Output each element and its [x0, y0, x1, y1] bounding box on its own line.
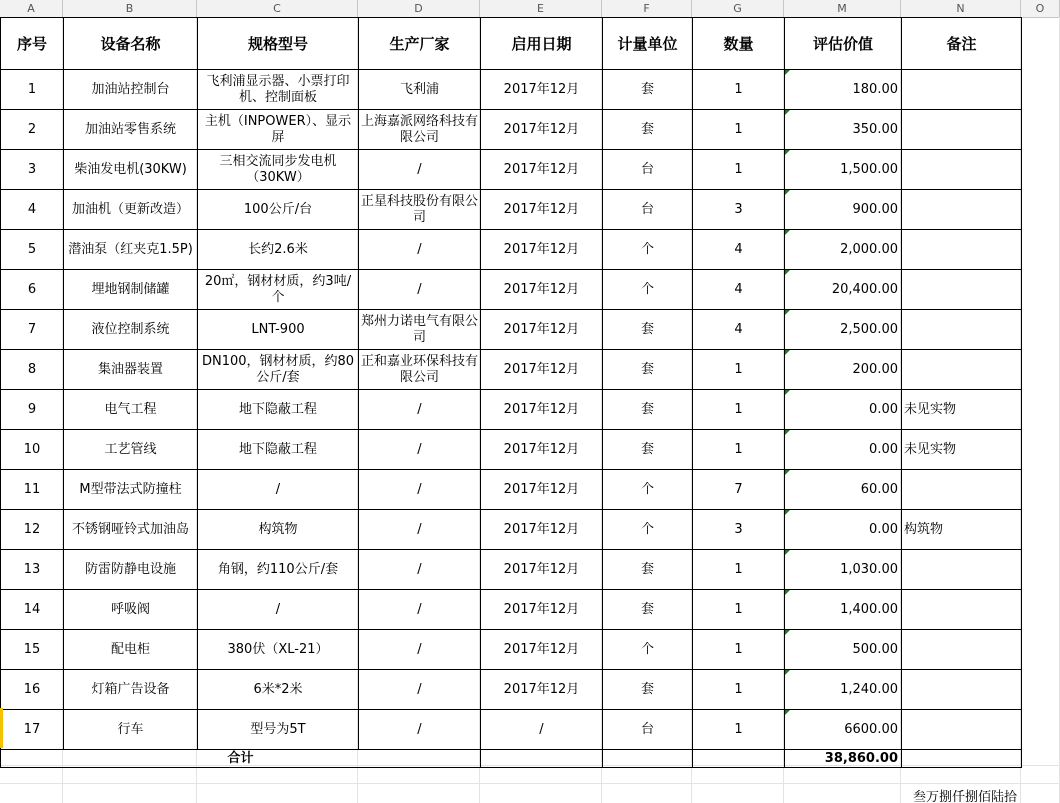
cell-name[interactable]: M型带法式防撞柱: [64, 470, 198, 510]
cell-name[interactable]: 不锈钢哑铃式加油岛: [64, 510, 198, 550]
table-row: [1, 150, 1022, 190]
cell-value-text: 1,240.00: [840, 681, 898, 697]
cell-note[interactable]: [902, 350, 1022, 390]
cell-date[interactable]: 2017年12月: [481, 350, 603, 390]
cell-date[interactable]: 2017年12月: [481, 190, 603, 230]
cell-comment-marker-icon: [785, 430, 790, 435]
total-empty-cell[interactable]: [603, 750, 693, 768]
cell-note[interactable]: 未见实物: [902, 430, 1022, 470]
row-selection-marker: [0, 708, 3, 748]
cell-note[interactable]: [902, 590, 1022, 630]
column-header-8[interactable]: M: [784, 0, 901, 17]
header-model[interactable]: 规格型号: [198, 18, 359, 70]
cell-maker[interactable]: /: [359, 230, 481, 270]
cell-value[interactable]: [785, 510, 902, 550]
cell-value-text: 1,030.00: [840, 561, 898, 577]
cell-date[interactable]: 2017年12月: [481, 630, 603, 670]
cell-maker[interactable]: 正和嘉业环保科技有限公司: [359, 350, 481, 390]
cell-name[interactable]: 集油器装置: [64, 350, 198, 390]
cell-note[interactable]: [902, 630, 1022, 670]
cell-unit[interactable]: 个: [603, 470, 693, 510]
cell-unit[interactable]: 套: [603, 390, 693, 430]
cell-seq[interactable]: 15: [1, 630, 64, 670]
cell-value-text: 200.00: [852, 361, 898, 377]
cell-qty[interactable]: 4: [693, 310, 785, 350]
cell-comment-marker-icon: [785, 390, 790, 395]
cell-value-text: 500.00: [852, 641, 898, 657]
cell-value-text: 0.00: [869, 401, 898, 417]
cell-maker[interactable]: 正星科技股份有限公司: [359, 190, 481, 230]
header-seq[interactable]: 序号: [1, 18, 64, 70]
cell-note[interactable]: [902, 470, 1022, 510]
column-header-2[interactable]: B: [63, 0, 197, 17]
cell-note[interactable]: [902, 230, 1022, 270]
cell-value[interactable]: [785, 190, 902, 230]
cell-qty[interactable]: 1: [693, 550, 785, 590]
table-row: [1, 710, 1022, 750]
column-header-5[interactable]: E: [480, 0, 602, 17]
table-row: [1, 270, 1022, 310]
cell-comment-marker-icon: [785, 310, 790, 315]
table-row: [1, 670, 1022, 710]
cell-model[interactable]: 型号为5T: [198, 710, 359, 750]
total-value[interactable]: 38,860.00: [785, 750, 902, 768]
cell-qty[interactable]: 3: [693, 190, 785, 230]
cell-name[interactable]: 防雷防静电设施: [64, 550, 198, 590]
cell-date[interactable]: 2017年12月: [481, 70, 603, 110]
table-row: [1, 510, 1022, 550]
cell-comment-marker-icon: [785, 350, 790, 355]
cell-qty[interactable]: 1: [693, 390, 785, 430]
cell-name[interactable]: 工艺管线: [64, 430, 198, 470]
cell-value[interactable]: [785, 590, 902, 630]
header-name[interactable]: 设备名称: [64, 18, 198, 70]
cell-comment-marker-icon: [785, 150, 790, 155]
cell-qty[interactable]: 1: [693, 350, 785, 390]
cell-name[interactable]: 配电柜: [64, 630, 198, 670]
table-row: [1, 470, 1022, 510]
cell-date[interactable]: 2017年12月: [481, 550, 603, 590]
table-row: [1, 110, 1022, 150]
cell-seq[interactable]: 9: [1, 390, 64, 430]
cell-name[interactable]: 液位控制系统: [64, 310, 198, 350]
cell-maker[interactable]: /: [359, 430, 481, 470]
total-label[interactable]: 合计: [1, 750, 481, 768]
cell-seq[interactable]: 5: [1, 230, 64, 270]
cell-unit[interactable]: 个: [603, 510, 693, 550]
cell-value-text: 0.00: [869, 521, 898, 537]
column-header-10[interactable]: O: [1021, 0, 1060, 17]
cell-value[interactable]: [785, 350, 902, 390]
cell-value[interactable]: [785, 710, 902, 750]
cell-maker[interactable]: 飞利浦: [359, 70, 481, 110]
cell-model[interactable]: 三相交流同步发电机（30KW）: [198, 150, 359, 190]
cell-model[interactable]: 主机（INPOWER）、显示屏: [198, 110, 359, 150]
cell-qty[interactable]: 1: [693, 590, 785, 630]
cell-maker[interactable]: /: [359, 550, 481, 590]
total-row: [1, 750, 1022, 768]
cell-note[interactable]: [902, 110, 1022, 150]
cell-value[interactable]: [785, 150, 902, 190]
table-row: [1, 630, 1022, 670]
cell-model[interactable]: 长约2.6米: [198, 230, 359, 270]
cell-date[interactable]: 2017年12月: [481, 390, 603, 430]
cell-seq[interactable]: 2: [1, 110, 64, 150]
cell-value-text: 1,400.00: [840, 601, 898, 617]
cell-seq[interactable]: 17: [1, 710, 64, 750]
table-row: [1, 230, 1022, 270]
cell-note[interactable]: 构筑物: [902, 510, 1022, 550]
cell-comment-marker-icon: [785, 230, 790, 235]
cell-value[interactable]: [785, 70, 902, 110]
header-maker[interactable]: 生产厂家: [359, 18, 481, 70]
column-header-row: [0, 0, 1060, 18]
cell-comment-marker-icon: [785, 670, 790, 675]
cell-seq[interactable]: 6: [1, 270, 64, 310]
cell-name[interactable]: 加油站控制台: [64, 70, 198, 110]
cell-value[interactable]: [785, 470, 902, 510]
cell-date[interactable]: 2017年12月: [481, 590, 603, 630]
cell-name[interactable]: 灯箱广告设备: [64, 670, 198, 710]
cell-date[interactable]: /: [481, 710, 603, 750]
cell-maker[interactable]: /: [359, 150, 481, 190]
cell-model[interactable]: 100公斤/台: [198, 190, 359, 230]
cell-unit[interactable]: 个: [603, 270, 693, 310]
cell-comment-marker-icon: [785, 510, 790, 515]
table-row: [1, 190, 1022, 230]
table-row: [1, 350, 1022, 390]
header-unit[interactable]: 计量单位: [603, 18, 693, 70]
cell-qty[interactable]: 1: [693, 150, 785, 190]
cell-date[interactable]: 2017年12月: [481, 470, 603, 510]
cell-unit[interactable]: 套: [603, 70, 693, 110]
cell-date[interactable]: 2017年12月: [481, 270, 603, 310]
cell-model[interactable]: /: [198, 590, 359, 630]
header-date[interactable]: 启用日期: [481, 18, 603, 70]
header-note[interactable]: 备注: [902, 18, 1022, 70]
cell-maker[interactable]: /: [359, 670, 481, 710]
cell-seq[interactable]: 1: [1, 70, 64, 110]
table-header-row: [1, 18, 1022, 70]
cell-value-text: 60.00: [860, 481, 898, 497]
cell-value[interactable]: [785, 110, 902, 150]
cell-note[interactable]: [902, 710, 1022, 750]
cell-name[interactable]: 加油机（更新改造）: [64, 190, 198, 230]
cell-date[interactable]: 2017年12月: [481, 670, 603, 710]
cell-note[interactable]: [902, 310, 1022, 350]
cell-date[interactable]: 2017年12月: [481, 230, 603, 270]
cell-value[interactable]: [785, 270, 902, 310]
total-note-cell[interactable]: [902, 750, 1022, 768]
cell-model[interactable]: 地下隐蔽工程: [198, 390, 359, 430]
header-qty[interactable]: 数量: [693, 18, 785, 70]
cell-value-text: 900.00: [852, 201, 898, 217]
cell-value-text: 1,500.00: [840, 161, 898, 177]
cell-comment-marker-icon: [785, 470, 790, 475]
cell-date[interactable]: 2017年12月: [481, 510, 603, 550]
table-row: [1, 70, 1022, 110]
table-row: [1, 310, 1022, 350]
cell-seq[interactable]: 11: [1, 470, 64, 510]
cell-note[interactable]: [902, 190, 1022, 230]
cell-name[interactable]: 潜油泵（红夹克1.5P): [64, 230, 198, 270]
cell-maker[interactable]: /: [359, 510, 481, 550]
cell-date[interactable]: 2017年12月: [481, 110, 603, 150]
cell-unit[interactable]: 套: [603, 590, 693, 630]
cell-name[interactable]: 呼吸阀: [64, 590, 198, 630]
cell-unit[interactable]: 台: [603, 190, 693, 230]
cell-seq[interactable]: 12: [1, 510, 64, 550]
cell-model[interactable]: 角钢，约110公斤/套: [198, 550, 359, 590]
cell-qty[interactable]: 1: [693, 70, 785, 110]
column-header-3[interactable]: C: [197, 0, 358, 17]
cell-unit[interactable]: 个: [603, 230, 693, 270]
cell-maker[interactable]: /: [359, 390, 481, 430]
cell-comment-marker-icon: [785, 710, 790, 715]
cell-value-text: 0.00: [869, 441, 898, 457]
cell-note[interactable]: [902, 270, 1022, 310]
cell-value-text: 2,000.00: [840, 241, 898, 257]
cell-name[interactable]: 柴油发电机(30KW): [64, 150, 198, 190]
cell-unit[interactable]: 个: [603, 630, 693, 670]
cell-qty[interactable]: 1: [693, 430, 785, 470]
cell-seq[interactable]: 8: [1, 350, 64, 390]
cell-unit[interactable]: 套: [603, 310, 693, 350]
table-row: [1, 550, 1022, 590]
header-value[interactable]: 评估价值: [785, 18, 902, 70]
table-row: [1, 590, 1022, 630]
equipment-table: [0, 17, 1022, 768]
cell-note[interactable]: [902, 70, 1022, 110]
column-header-4[interactable]: D: [358, 0, 480, 17]
cell-model[interactable]: 飞利浦显示器、小票打印机、控制面板: [198, 70, 359, 110]
cell-note[interactable]: 未见实物: [902, 390, 1022, 430]
cell-name[interactable]: 埋地钢制储罐: [64, 270, 198, 310]
cell-unit[interactable]: 套: [603, 430, 693, 470]
cell-value-text: 2,500.00: [840, 321, 898, 337]
cell-maker[interactable]: /: [359, 590, 481, 630]
cell-model[interactable]: 380伏（XL-21）: [198, 630, 359, 670]
cell-model[interactable]: LNT-900: [198, 310, 359, 350]
cell-maker[interactable]: /: [359, 270, 481, 310]
column-header-9[interactable]: N: [901, 0, 1021, 17]
cell-comment-marker-icon: [785, 70, 790, 75]
cell-seq[interactable]: 7: [1, 310, 64, 350]
cell-value-text: 350.00: [852, 121, 898, 137]
cell-qty[interactable]: 3: [693, 510, 785, 550]
cell-model[interactable]: 20㎡，钢材材质，约3吨/个: [198, 270, 359, 310]
cell-qty[interactable]: 4: [693, 270, 785, 310]
column-header-1[interactable]: A: [0, 0, 63, 17]
cell-note[interactable]: [902, 150, 1022, 190]
cell-model[interactable]: 构筑物: [198, 510, 359, 550]
cell-comment-marker-icon: [785, 630, 790, 635]
amount-in-words[interactable]: 叁万捌仟捌佰陆拾: [913, 790, 1018, 803]
cell-value-text: 6600.00: [844, 721, 898, 737]
cell-seq[interactable]: 3: [1, 150, 64, 190]
cell-date[interactable]: 2017年12月: [481, 150, 603, 190]
table-row: [1, 390, 1022, 430]
column-header-6[interactable]: F: [602, 0, 692, 17]
column-header-7[interactable]: G: [692, 0, 784, 17]
cell-unit[interactable]: 台: [603, 150, 693, 190]
cell-seq[interactable]: 14: [1, 590, 64, 630]
cell-unit[interactable]: 套: [603, 550, 693, 590]
cell-value[interactable]: [785, 230, 902, 270]
cell-qty[interactable]: 1: [693, 110, 785, 150]
cell-note[interactable]: [902, 550, 1022, 590]
cell-unit[interactable]: 套: [603, 110, 693, 150]
cell-value[interactable]: [785, 430, 902, 470]
total-empty-cell[interactable]: [481, 750, 603, 768]
cell-qty[interactable]: 7: [693, 470, 785, 510]
cell-maker[interactable]: 郑州力诺电气有限公司: [359, 310, 481, 350]
cell-value[interactable]: [785, 390, 902, 430]
cell-seq[interactable]: 10: [1, 430, 64, 470]
cell-maker[interactable]: /: [359, 470, 481, 510]
cell-model[interactable]: 6米*2米: [198, 670, 359, 710]
cell-qty[interactable]: 1: [693, 710, 785, 750]
cell-value-text: 20,400.00: [831, 281, 898, 297]
cell-seq[interactable]: 16: [1, 670, 64, 710]
cell-qty[interactable]: 4: [693, 230, 785, 270]
total-empty-cell[interactable]: [693, 750, 785, 768]
cell-comment-marker-icon: [785, 550, 790, 555]
cell-maker[interactable]: 上海嘉派网络科技有限公司: [359, 110, 481, 150]
cell-model[interactable]: 地下隐蔽工程: [198, 430, 359, 470]
cell-date[interactable]: 2017年12月: [481, 310, 603, 350]
cell-comment-marker-icon: [785, 270, 790, 275]
cell-value-text: 180.00: [852, 81, 898, 97]
cell-date[interactable]: 2017年12月: [481, 430, 603, 470]
cell-name[interactable]: 加油站零售系统: [64, 110, 198, 150]
cell-name[interactable]: 电气工程: [64, 390, 198, 430]
cell-value[interactable]: [785, 670, 902, 710]
cell-name[interactable]: 行车: [64, 710, 198, 750]
cell-value[interactable]: [785, 310, 902, 350]
cell-comment-marker-icon: [785, 110, 790, 115]
cell-maker[interactable]: /: [359, 710, 481, 750]
cell-unit[interactable]: 台: [603, 710, 693, 750]
cell-model[interactable]: DN100，钢材材质，约80公斤/套: [198, 350, 359, 390]
table-row: [1, 430, 1022, 470]
cell-model[interactable]: /: [198, 470, 359, 510]
cell-seq[interactable]: 13: [1, 550, 64, 590]
cell-comment-marker-icon: [785, 190, 790, 195]
cell-seq[interactable]: 4: [1, 190, 64, 230]
cell-note[interactable]: [902, 670, 1022, 710]
cell-comment-marker-icon: [785, 590, 790, 595]
cell-maker[interactable]: /: [359, 630, 481, 670]
cell-qty[interactable]: 1: [693, 630, 785, 670]
cell-unit[interactable]: 套: [603, 350, 693, 390]
cell-value[interactable]: [785, 550, 902, 590]
cell-value[interactable]: [785, 630, 902, 670]
cell-qty[interactable]: 1: [693, 670, 785, 710]
cell-unit[interactable]: 套: [603, 670, 693, 710]
